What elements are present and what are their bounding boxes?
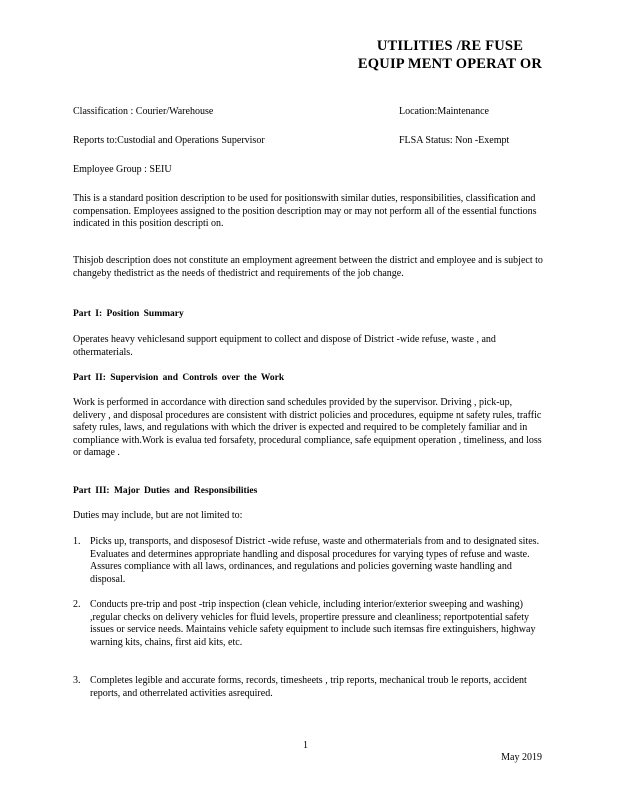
part-1-text: Operates heavy vehiclesand support equipment to collect and dispose of District -wide refuse, waste , and othermaterials. (73, 334, 496, 358)
employee-group-text: Employee Group : SEIU (73, 164, 172, 175)
part-3-intro: Duties may include, but are not limited to: (73, 510, 243, 521)
part-1-heading: Part I: Position Summary (73, 309, 184, 319)
title-line-2: EQUIP MENT OPERAT OR (357, 56, 542, 72)
reports-to-text: Reports to:Custodial and Operations Supervisor (73, 135, 265, 146)
flsa-status-text: FLSA Status: Non -Exempt (399, 135, 510, 146)
part-2-text: Work is performed in accordance with direction sand schedules provided by the supervisor. Driving , pick-up, delivery , and disposal procedures are consistent with district policies and procedures, equipme nt safety rules, traffic safety rules, laws, and regulations with which the driver is expected and required to be completely familiar and in compliance with.Work is evalua ted forsafety, procedural compliance, safe equipment operation , timeliness, and loss or damage . (73, 397, 542, 459)
title-line-1: UTILITIES /RE FUSE (376, 38, 524, 54)
list-item (73, 675, 545, 700)
intro-paragraph-1: This is a standard position description to be used for positionswith similar duties, responsibilities, classification and compensation. Employees assigned to the position description may or may not perform all of the essential functions indicated in this position descripti on. (73, 193, 537, 230)
intro-paragraph-2: Thisjob description does not constitute an employment agreement between the district and employee and is subject to changeby thedistrict as the needs of thedistrict and requirements of the job change. (73, 255, 543, 279)
part-2-heading: Part II: Supervision and Controls over the Work (73, 373, 285, 383)
list-item-text: Conducts pre-trip and post -trip inspection (clean vehicle, including interior/exterior sweeping and washing) ,regular checks on delivery vehicles for fluid levels, propertire pressure and cleanliness; reportpotential safety issues or service needs. Maintains vehicle safety equipment to include such itemsas fire extinguishers, highway warning kits, chains, first aid kits, etc. (90, 599, 536, 648)
classification-text: Classification : Courier/Warehouse (73, 106, 214, 117)
location-text: Location:Maintenance (399, 106, 489, 117)
part-3-heading: Part III: Major Duties and Responsibilities (73, 486, 258, 496)
footer-date: May 2019 (501, 752, 542, 763)
list-item-number: 2. (73, 599, 81, 610)
list-item-number: 1. (73, 536, 81, 547)
list-item-text: Picks up, transports, and disposesof District -wide refuse, waste and othermaterials from and to designated sites. Evaluates and determines appropriate handling and disposal procedures for varying types of refuse and waste. Assures compliance with all laws, ordinances, and regulations and policies governing waste handling and disposal. (90, 536, 540, 585)
page-number: 1 (303, 740, 308, 751)
meta-row-classification (73, 106, 545, 119)
list-item (73, 599, 545, 649)
document-title (358, 37, 542, 73)
meta-row-reports (73, 135, 545, 148)
meta-row-employee-group (73, 164, 545, 177)
list-item-number: 3. (73, 675, 81, 686)
list-item-text: Completes legible and accurate forms, records, timesheets , trip reports, mechanical troub le reports, accident reports, and otherrelated activities asrequired. (90, 675, 527, 699)
list-item (73, 536, 545, 586)
